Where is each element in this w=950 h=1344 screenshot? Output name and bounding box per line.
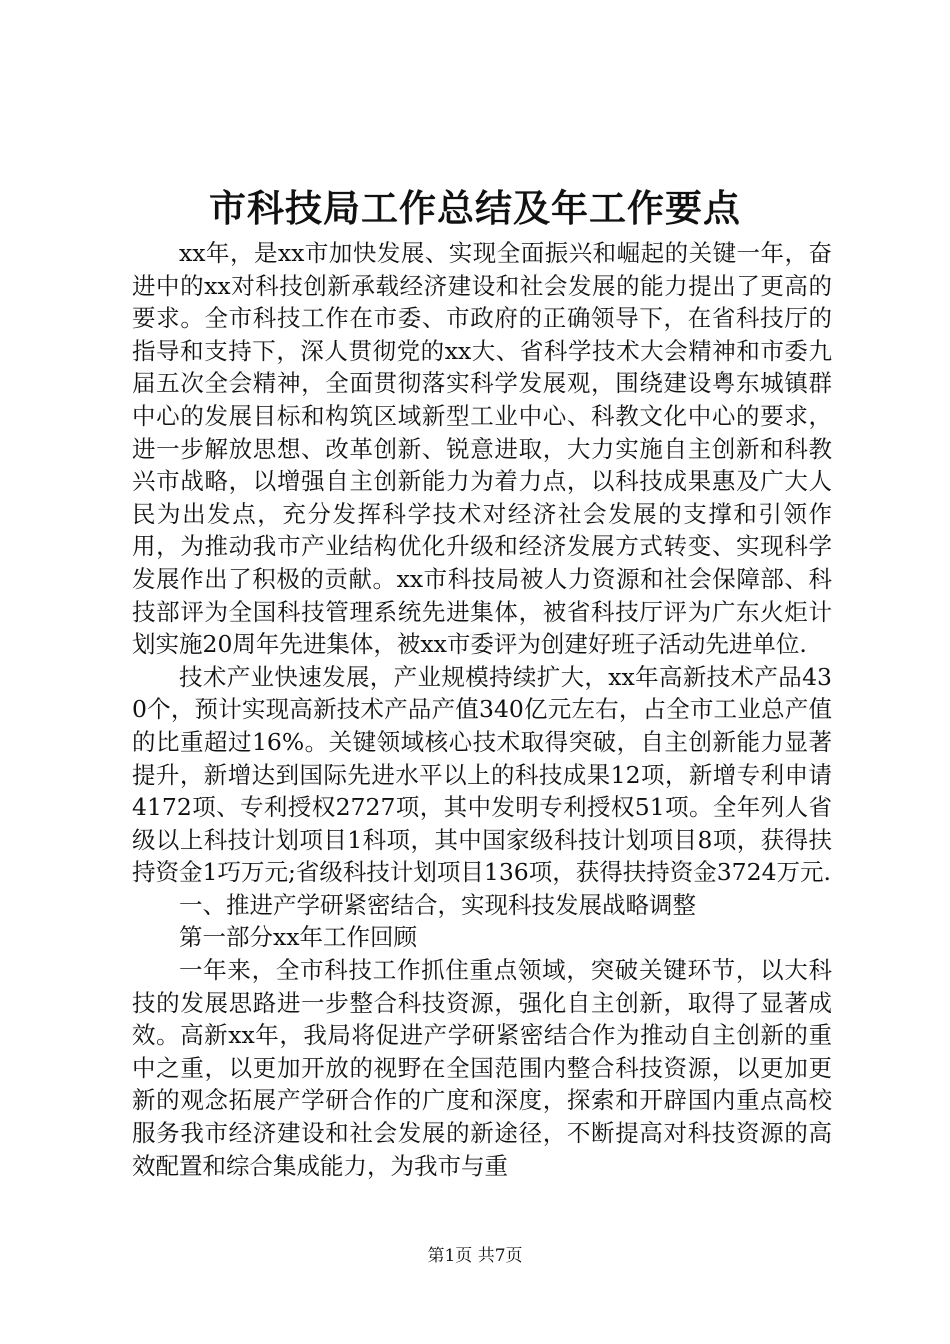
paragraph-review: 一年来，全市科技工作抓住重点领域，突破关键环节，以大科技的发展思路进一步整合科技资源，强化自主创新，取得了显著成效。高新xx年，我局将促进产学研紧密结合作为推动自主创新的重中之重，以更加开放的视野在全国范围内整合科技资源，以更加更新的观念拓展产学研合作的广度和深度，探索和开辟国内重点高校服务我市经济建设和社会发展的新途径，不断提高对科技资源的高效配置和综合集成能力，为我市与重	[132, 956, 832, 1180]
paragraph-industry: 技术产业快速发展，产业规模持续扩大，xx年高新技术产品430个，预计实现高新技术产品产值340亿元左右，占全市工业总产值的比重超过16%。关键领域核心技术取得突破，自主创新能力显著提升，新增达到国际先进水平以上的科技成果12项，新增专利申请4172项、专利授权2727项，其中发明专利授权51项。全年列人省级以上科技计划项目1科项，其中国家级科技计划项目8项，获得扶持资金1巧万元;省级科技计划项目136项，获得扶持资金3724万元.	[132, 662, 832, 887]
section-heading-1: 一、推进产学研紧密结合，实现科技发展战略调整	[179, 890, 696, 919]
paragraph-intro: xx年，是xx市加快发展、实现全面振兴和崛起的关键一年，奋进中的xx对科技创新承载经济建设和社会发展的能力提出了更高的要求。全市科技工作在市委、市政府的正确领导下，在省科技厅的指导和支持下，深人贯彻党的xx大、省科学技术大会精神和市委九届五次全会精神，全面贯彻落实科学发展观，围绕建设粤东城镇群中心的发展目标和构筑区域新型工业中心、科教文化中心的要求，进一步解放思想、改革创新、锐意进取，大力实施自主创新和科教兴市战略，以增强自主创新能力为着力点，以科技成果惠及广大人民为出发点，充分发挥科学技术对经济社会发展的支撑和引领作用，为推动我市产业结构优化升级和经济发展方式转变、实现科学发展作出了积极的贡献。xx市科技局被人力资源和社会保障部、科技部评为全国科技管理系统先进集体，被省科技厅评为广东火炬计划实施20周年先进集体，被xx市委评为创建好班子活动先进单位.	[132, 239, 832, 659]
part-heading-1: 第一部分xx年工作回顾	[179, 923, 418, 952]
document-title: 市科技局工作总结及年工作要点	[209, 186, 741, 230]
page-number: 第1页 共7页	[427, 1246, 523, 1266]
document-body	[132, 237, 832, 1182]
